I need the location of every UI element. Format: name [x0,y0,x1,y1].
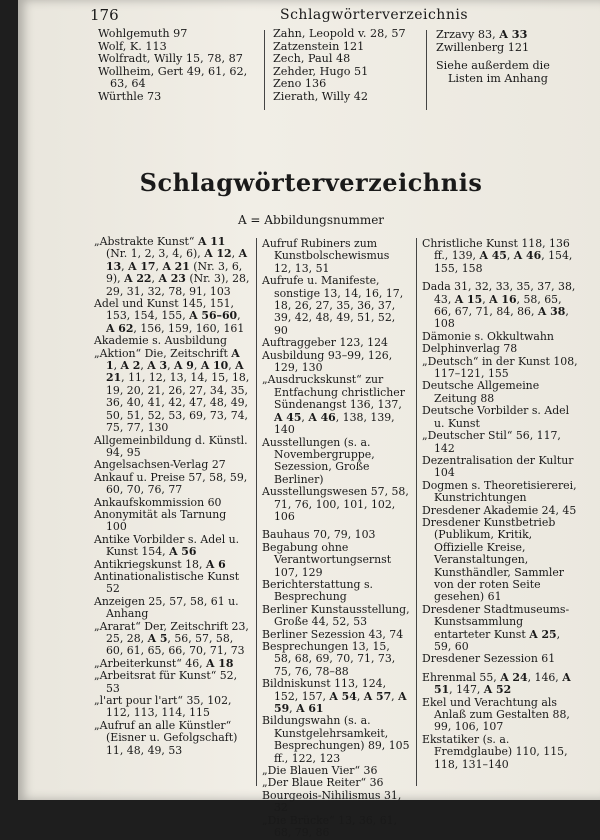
index-entry: Bildungswahn (s. a. Kunstgelehrsamkeit, Besprechungen) 89, 105 ff., 122, 123 [262,714,410,765]
top-column-3 [436,28,586,85]
index-entry: „Die Blauen Vier“ 36 [262,764,378,778]
index-entry: Angelsachsen-Verlag 27 [94,458,226,472]
index-entry: Dresdener Sezession 61 [422,652,556,666]
page-title: Schlagwörterverzeichnis [139,168,483,197]
index-entry: Antike Vorbilder s. Adel u. Kunst 154, A 56 [94,532,240,559]
abbreviation-note: A = Abbildungsnummer [237,213,385,227]
index-entry: Antinationalistische Kunst 52 [94,569,240,596]
index-entry: Bildniskunst 113, 124, 152, 157, A 54, A 57, A 59, A 61 [262,677,407,716]
index-entry: Dämonie s. Okkultwahn [422,329,554,343]
index-entry: Dezentralisation der Kultur 104 [422,453,574,480]
index-entry: Aufruf Rubiners zum Kunstbolschewismus 12, 13, 51 [262,237,390,275]
index-entry: Ekel und Verachtung als Anlaß zum Gestalten 88, 99, 106, 107 [422,695,570,734]
index-entry: Wolf, K. 113 [98,39,167,53]
index-entry: Deutsche Allgemeine Zeitung 88 [422,379,540,405]
index-entry: Begabung ohne Verantwortungsernst 107, 129 [262,540,392,579]
index-entry: Antikriegskunst 18, A 6 [94,557,226,571]
index-entry: Ausbildung 93–99, 126, 129, 130 [262,348,393,375]
index-entry: „Aktion“ Die, Zeitschrift A 1, A 2, A 3, A 9, A 10, A 21, 11, 12, 13, 14, 15, 18, 19, 20, 21, 26, 27, 34, 35, 36, 40, 41, 42, 47, 48, 49, 50, 51, 52, 53, 69, 73, 74, 75, 77, 130 [94,346,250,435]
index-entry: Allgemeinbildung d. Künstl. 94, 95 [94,433,248,459]
index-entry: „Arbeiterkunst“ 46, A 18 [94,656,234,670]
index-entry: Dogmen s. Theoretisiererei, Kunstrichtungen [422,478,577,505]
index-entry: Wolfradt, Willy 15, 78, 87 [98,52,243,66]
index-entry: Zierath, Willy 42 [273,89,368,103]
index-entry: Zehder, Hugo 51 [273,64,369,78]
index-column-3 [422,238,580,771]
index-entry: Bauhaus 70, 79, 103 [262,528,376,542]
index-entry: Zwillenberg 121 [436,40,530,54]
index-entry: „Aufruf an alle Künstler“ (Eisner u. Gefolgschaft) 11, 48, 49, 53 [94,718,238,757]
index-entry: „Ausdruckskunst“ zur Entfachung christlicher Sündenangst 136, 137, A 45, A 46, 138, 139, 140 [262,373,405,437]
index-entry: „Ararat“ Der, Zeitschrift 23, 25, 28, A 5, 56, 57, 58, 60, 61, 65, 66, 70, 71, 73 [94,619,249,658]
top-column-1 [98,28,256,104]
column-divider [416,238,417,786]
column-divider [426,30,427,110]
index-entry: Delphinverlag 78 [422,342,518,356]
index-entry: Bourgeois-Nihilismus 31, 32 [262,788,402,815]
index-entry: Ankaufskommission 60 [94,495,222,509]
index-entry: Berichterstattung s. Besprechung [262,577,374,604]
index-entry: Zech, Paul 48 [273,52,351,66]
index-entry: Anzeigen 25, 57, 58, 61 u. Anhang [94,594,239,621]
column-divider [264,30,265,110]
index-entry: „Der Blaue Reiter“ 36 [262,776,384,790]
index-entry: Ausstellungen (s. a. Novembergruppe, Sezession, Große Berliner) [262,435,375,486]
index-entry: Auftraggeber 123, 124 [262,336,388,350]
index-entry: Zrzavy 83, A 33 [436,27,528,41]
index-entry: Deutsche Vorbilder s. Adel u. Kunst [422,404,570,430]
index-entry: Akademie s. Ausbildung [94,334,227,348]
running-title: Schlagwörterverzeichnis [280,7,469,23]
index-entry: „Abstrakte Kunst“ A 11 (Nr. 1, 2, 3, 4, 6), A 12, A 13, A 17, A 21 (Nr. 3, 6, 9), A 22, A 23 (Nr. 3), 28, 29, 31, 32, 78, 91, 103 [94,235,250,298]
index-entry: Zeno 136 [273,77,327,91]
index-entry: Würthle 73 [98,89,162,103]
running-head [18,6,600,28]
index-entry: Zatzenstein 121 [273,39,365,53]
index-entry: Christliche Kunst 118, 136 ff., 139, A 45, A 46, 154, 155, 158 [422,237,573,275]
index-entry: Berliner Kunstausstellung, Große 44, 52, 53 [262,602,410,629]
index-entry: Berliner Sezession 43, 74 [262,627,404,641]
index-entry: Besprechungen 13, 15, 58, 68, 69, 70, 71, 73, 75, 76, 78–88 [262,640,396,678]
index-entry: Dresdener Stadtmuseums-Kunstsammlung entarteter Kunst A 25, 59, 60 [422,602,570,653]
index-entry: Dresdener Kunstbetrieb (Publikum, Kritik, Offizielle Kreise, Veranstaltungen, Kunsthändler, Sammler von der roten Seite gesehen) 61 [422,515,564,604]
index-entry: Ankauf u. Preise 57, 58, 59, 60, 70, 76, 77 [94,470,248,497]
index-note: Siehe außerdem die Listen im Anhang [436,59,550,85]
index-entry: Aufrufe u. Manifeste, sonstige 13, 14, 16, 17, 18, 26, 27, 35, 36, 37, 39, 42, 48, 49, 51, 52, 90 [262,274,404,337]
index-entry: Anonymität als Tarnung 100 [94,507,227,534]
index-column-2 [262,238,410,840]
index-entry: Zahn, Leopold v. 28, 57 [273,27,406,40]
page-number: 176 [90,6,119,24]
index-entry: Ehrenmal 55, A 24, 146, A 51, 147, A 52 [422,670,571,697]
index-entry: Dresdener Akademie 24, 45 [422,503,577,517]
column-divider [256,238,257,786]
index-entry: Wohlgemuth 97 [98,27,188,40]
index-column-1 [94,236,250,757]
index-entry: Ausstellungswesen 57, 58, 71, 76, 100, 101, 102, 106 [262,485,409,523]
index-entry: „Deutscher Stil“ 56, 117, 142 [422,429,561,455]
index-entry: „Arbeitsrat für Kunst“ 52, 53 [94,669,238,695]
index-entry: „Die Brücke“ 13, 36, 61, 68, 79, 86 [262,813,398,840]
index-entry: „l'art pour l'art“ 35, 102, 112, 113, 114, 115 [94,694,232,720]
index-entry: Dada 31, 32, 33, 35, 37, 38, 43, A 15, A 16, 58, 65, 66, 67, 71, 84, 86, A 38, 108 [422,280,576,331]
index-entry: Wollheim, Gert 49, 61, 62, 63, 64 [98,64,248,91]
index-entry: Adel und Kunst 145, 151, 153, 154, 155, A 56–60, A 62, 156, 159, 160, 161 [94,297,245,335]
index-entry: „Deutsch“ in der Kunst 108, 117–121, 155 [422,354,578,381]
book-page [18,0,600,840]
top-column-2 [273,28,411,104]
index-entry: Ekstatiker (s. a. Fremdglaube) 110, 115, 118, 131–140 [422,732,568,771]
